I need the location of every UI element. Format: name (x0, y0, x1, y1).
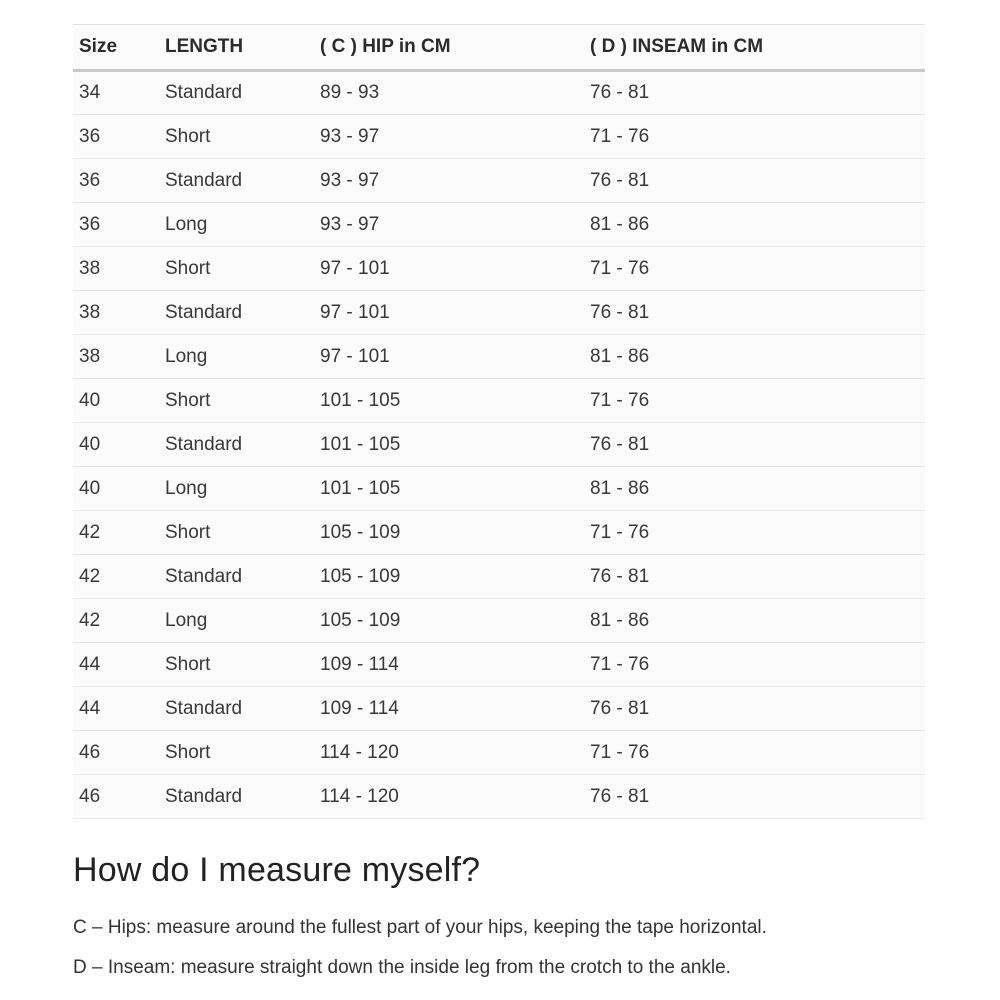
table-cell: 34 (73, 71, 165, 115)
table-cell: 101 - 105 (320, 379, 590, 423)
table-header-row (73, 25, 925, 71)
column-header-hip: ( C ) HIP in CM (320, 25, 590, 71)
table-cell: 71 - 76 (590, 511, 925, 555)
table-cell: Long (165, 599, 320, 643)
table-cell: 76 - 81 (590, 423, 925, 467)
table-cell: 81 - 86 (590, 599, 925, 643)
table-row (73, 379, 925, 423)
measure-heading: How do I measure myself? (73, 851, 481, 889)
table-cell: 40 (73, 423, 165, 467)
table-row (73, 115, 925, 159)
table-cell: 38 (73, 335, 165, 379)
table-cell: 71 - 76 (590, 731, 925, 775)
table-cell: Short (165, 379, 320, 423)
table-cell: 81 - 86 (590, 335, 925, 379)
table-row (73, 159, 925, 203)
table-cell: Long (165, 203, 320, 247)
table-cell: 76 - 81 (590, 291, 925, 335)
table-cell: 105 - 109 (320, 599, 590, 643)
size-table-body (73, 71, 925, 819)
table-cell: 97 - 101 (320, 291, 590, 335)
table-cell: Standard (165, 423, 320, 467)
table-cell: 109 - 114 (320, 687, 590, 731)
table-cell: 38 (73, 247, 165, 291)
table-cell: Standard (165, 775, 320, 819)
table-cell: 105 - 109 (320, 555, 590, 599)
table-cell: Short (165, 247, 320, 291)
table-cell: Long (165, 335, 320, 379)
table-cell: Standard (165, 555, 320, 599)
table-cell: 46 (73, 775, 165, 819)
table-row (73, 511, 925, 555)
size-chart-table (73, 24, 925, 819)
table-cell: 101 - 105 (320, 467, 590, 511)
table-row (73, 247, 925, 291)
table-cell: 76 - 81 (590, 159, 925, 203)
table-cell: Short (165, 643, 320, 687)
table-row (73, 687, 925, 731)
table-cell: 38 (73, 291, 165, 335)
table-cell: 44 (73, 643, 165, 687)
table-cell: 36 (73, 203, 165, 247)
table-cell: 93 - 97 (320, 159, 590, 203)
table-row (73, 71, 925, 115)
table-cell: 76 - 81 (590, 71, 925, 115)
table-row (73, 335, 925, 379)
table-cell: 42 (73, 511, 165, 555)
table-row (73, 291, 925, 335)
table-cell: 46 (73, 731, 165, 775)
table-cell: 76 - 81 (590, 687, 925, 731)
table-cell: Short (165, 731, 320, 775)
table-cell: Standard (165, 291, 320, 335)
table-cell: Short (165, 115, 320, 159)
measure-instruction-hips: C – Hips: measure around the fullest part of your hips, keeping the tape horizontal. (73, 917, 767, 938)
table-cell: 81 - 86 (590, 467, 925, 511)
column-header-size: Size (73, 25, 165, 71)
table-row (73, 643, 925, 687)
table-cell: 114 - 120 (320, 775, 590, 819)
table-cell: Standard (165, 159, 320, 203)
table-cell: 97 - 101 (320, 335, 590, 379)
column-header-inseam: ( D ) INSEAM in CM (590, 25, 925, 71)
table-cell: Standard (165, 687, 320, 731)
column-header-length: LENGTH (165, 25, 320, 71)
table-cell: 81 - 86 (590, 203, 925, 247)
table-cell: 40 (73, 379, 165, 423)
table-cell: 36 (73, 115, 165, 159)
table-row (73, 423, 925, 467)
table-row (73, 775, 925, 819)
table-cell: 89 - 93 (320, 71, 590, 115)
table-cell: 71 - 76 (590, 115, 925, 159)
table-cell: 93 - 97 (320, 203, 590, 247)
table-cell: 114 - 120 (320, 731, 590, 775)
table-cell: 42 (73, 555, 165, 599)
table-cell: 101 - 105 (320, 423, 590, 467)
table-cell: 71 - 76 (590, 643, 925, 687)
table-cell: 44 (73, 687, 165, 731)
table-cell: Standard (165, 71, 320, 115)
table-row (73, 599, 925, 643)
table-cell: 36 (73, 159, 165, 203)
table-cell: 105 - 109 (320, 511, 590, 555)
table-cell: 76 - 81 (590, 555, 925, 599)
table-row (73, 555, 925, 599)
table-cell: 71 - 76 (590, 247, 925, 291)
measure-instruction-inseam: D – Inseam: measure straight down the inside leg from the crotch to the ankle. (73, 956, 731, 978)
table-cell: Short (165, 511, 320, 555)
table-row (73, 731, 925, 775)
table-cell: Long (165, 467, 320, 511)
table-cell: 109 - 114 (320, 643, 590, 687)
table-row (73, 467, 925, 511)
table-cell: 76 - 81 (590, 775, 925, 819)
table-cell: 71 - 76 (590, 379, 925, 423)
table-cell: 97 - 101 (320, 247, 590, 291)
table-cell: 40 (73, 467, 165, 511)
table-cell: 93 - 97 (320, 115, 590, 159)
table-row (73, 203, 925, 247)
table-cell: 42 (73, 599, 165, 643)
